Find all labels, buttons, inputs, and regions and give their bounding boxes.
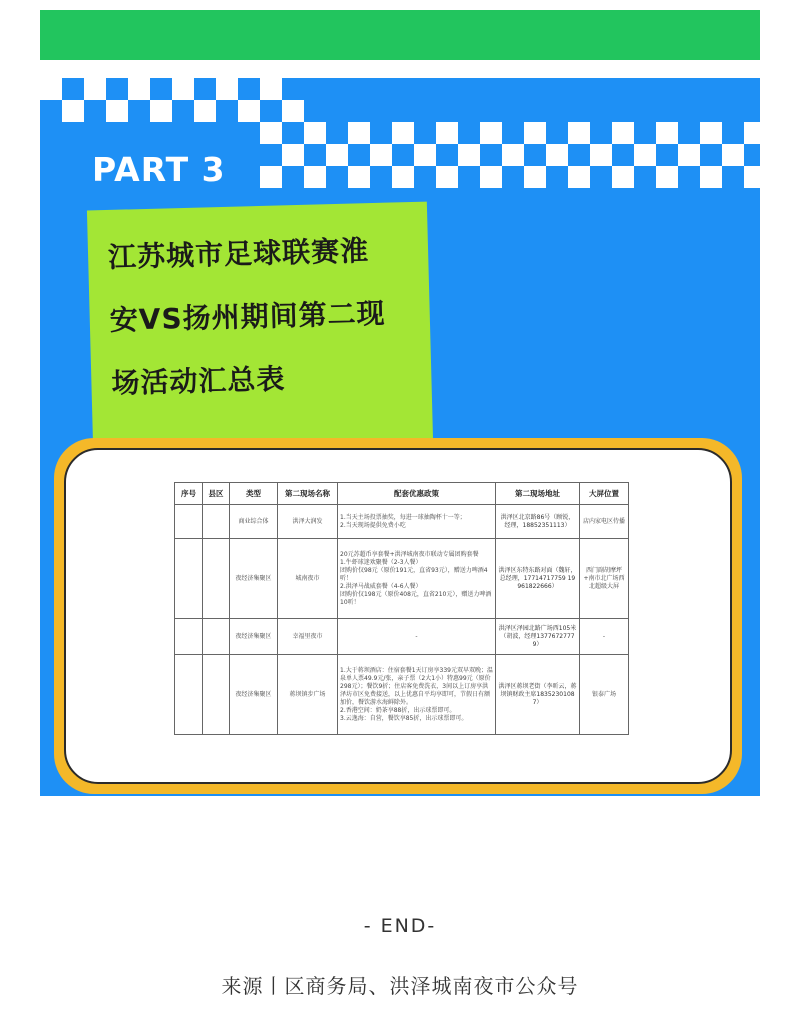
- table-frame: [54, 438, 742, 794]
- cell-screen: 西门副胡摩坪+南市北广场西北超级大屏: [580, 539, 629, 619]
- policy-line: 团购价仅198元（原价408元，直省210元），赠送力啤酒10听！: [340, 590, 492, 606]
- cell-county: [203, 539, 230, 619]
- part-label: PART 3: [92, 150, 226, 189]
- checker-square: [568, 166, 590, 188]
- checker-square: [612, 122, 634, 144]
- cell-screen: 银泰广场: [580, 655, 629, 735]
- cell-no: [175, 619, 203, 655]
- header-address: 第二现场地址: [496, 483, 580, 505]
- table-header-row: [175, 483, 629, 505]
- checker-square: [260, 78, 282, 100]
- cell-county: [203, 619, 230, 655]
- header-policy: 配套优惠政策: [338, 483, 496, 505]
- cell-no: [175, 655, 203, 735]
- cell-policy: [338, 539, 496, 619]
- checker-square: [370, 144, 392, 166]
- header-county: 县区: [203, 483, 230, 505]
- policy-line: 20元苏超币享套餐+洪泽城南夜市联动专属团购套餐: [340, 550, 479, 558]
- header-name: 第二现场名称: [278, 483, 338, 505]
- table-row: [175, 539, 629, 619]
- checker-square: [436, 166, 458, 188]
- cell-address: 洪泽区东特东路对面（魏轩，总经理，17714717759 19961822666）: [496, 539, 580, 619]
- checker-square: [260, 166, 282, 188]
- cell-name: 城南夜市: [278, 539, 338, 619]
- cell-name: 幸福里夜市: [278, 619, 338, 655]
- title-line-3: 场活动汇总表: [111, 362, 286, 400]
- policy-line: 2.洪泽马战威套餐（4-6人餐）: [340, 582, 422, 590]
- cell-screen: -: [580, 619, 629, 655]
- checker-square: [128, 78, 150, 100]
- checker-square: [744, 122, 760, 144]
- checker-square: [700, 122, 722, 144]
- checker-square: [546, 144, 568, 166]
- policy-line: 1.牛虾球迷欢聚餐（2-3人餐）: [340, 558, 422, 566]
- checker-square: [524, 122, 546, 144]
- table-frame-inner: [64, 448, 732, 784]
- checker-square: [84, 78, 106, 100]
- cell-address: 洪泽区泽园北路广场西105米（胡波，经理13776727779）: [496, 619, 580, 655]
- checker-square: [348, 122, 370, 144]
- title-card: [87, 202, 433, 451]
- checker-square: [656, 166, 678, 188]
- header-screen: 大屏位置: [580, 483, 629, 505]
- checker-square: [260, 122, 282, 144]
- checker-square: [216, 78, 238, 100]
- policy-line: 1.大于蒋坝酒店：住宿套餐1天订房享339元双早双晚；温泉单人票49.9元/张，亲子票（2大1小）特惠99元（原价298元）；餐饮9折；住店客免费洗衣，3间以上订房享洪泽坊市区免费接送，以上优惠自平均享即可，节假日有额加价，餐饮游水海鲜除外。: [340, 666, 493, 706]
- blue-panel: [40, 78, 760, 796]
- checker-square: [480, 122, 502, 144]
- checker-square: [700, 166, 722, 188]
- checker-square: [304, 122, 326, 144]
- checker-square: [392, 122, 414, 144]
- source-credit: 来源丨区商务局、洪泽城南夜市公众号: [221, 974, 579, 998]
- summary-table: [174, 482, 629, 735]
- checker-square: [590, 144, 612, 166]
- cell-address: 洪泽区蒋坝老街（李昕云，蒋坝镇财政主席18352301087）: [496, 655, 580, 735]
- cell-type: 夜经济集聚区: [230, 539, 278, 619]
- policy-line: -: [415, 632, 418, 640]
- checker-square: [282, 100, 304, 122]
- table-row: [175, 655, 629, 735]
- table-body: [175, 505, 629, 735]
- policy-line: 2.当天现场提供免费小吃: [340, 521, 406, 529]
- policy-line: 2.香港空间：奶茶享88折，出示球票即可。: [340, 706, 456, 714]
- cell-county: [203, 655, 230, 735]
- cell-address: 洪泽区北京路86号（顾锐，经理，18852351113）: [496, 505, 580, 539]
- cell-type: 商业综合体: [230, 505, 278, 539]
- checker-square: [238, 100, 260, 122]
- end-marker: - END-: [363, 915, 437, 937]
- checker-square: [62, 100, 84, 122]
- cell-no: [175, 505, 203, 539]
- checker-square: [414, 144, 436, 166]
- cell-type: 夜经济集聚区: [230, 619, 278, 655]
- checker-square: [480, 166, 502, 188]
- cell-policy: [338, 655, 496, 735]
- checker-square: [326, 144, 348, 166]
- policy-line: 1.当天主场投票抽奖，每进一球抽陶杯十一等；: [340, 513, 466, 521]
- header-type: 类型: [230, 483, 278, 505]
- policy-line: 3.云逸海：自营，餐饮享85折，出示球票即可。: [340, 714, 468, 722]
- cell-county: [203, 505, 230, 539]
- checker-square: [458, 144, 480, 166]
- cell-name: 洪泽大润发: [278, 505, 338, 539]
- table-row: [175, 619, 629, 655]
- cell-screen: 店内家电区侍播: [580, 505, 629, 539]
- header-no: 序号: [175, 483, 203, 505]
- checker-square: [282, 144, 304, 166]
- checker-square: [348, 166, 370, 188]
- checker-square: [656, 122, 678, 144]
- checker-square: [678, 144, 700, 166]
- checker-square: [722, 144, 744, 166]
- checker-square: [304, 166, 326, 188]
- top-green-bar: [40, 10, 760, 60]
- title-line-1: 江苏城市足球联赛淮: [107, 234, 370, 274]
- summary-table-wrap: [174, 482, 628, 735]
- checker-square: [106, 100, 128, 122]
- checker-square: [436, 122, 458, 144]
- checker-square: [194, 100, 216, 122]
- cell-type: 夜经济集聚区: [230, 655, 278, 735]
- checker-square: [40, 78, 62, 100]
- checker-square: [524, 166, 546, 188]
- checker-square: [568, 122, 590, 144]
- cell-policy: [338, 505, 496, 539]
- cell-no: [175, 539, 203, 619]
- cell-policy: [338, 619, 496, 655]
- cell-name: 蒋坝镇步广场: [278, 655, 338, 735]
- checker-square: [150, 100, 172, 122]
- table-row: [175, 505, 629, 539]
- checker-square: [172, 78, 194, 100]
- checker-square: [502, 144, 524, 166]
- checker-square: [744, 166, 760, 188]
- policy-line: 团购价仅98元（原价191元，直省93元），赠送力啤酒4听！: [340, 566, 488, 582]
- checker-square: [634, 144, 656, 166]
- checker-square: [392, 166, 414, 188]
- title-line-2: 安VS扬州期间第二现: [109, 296, 386, 337]
- checker-square: [612, 166, 634, 188]
